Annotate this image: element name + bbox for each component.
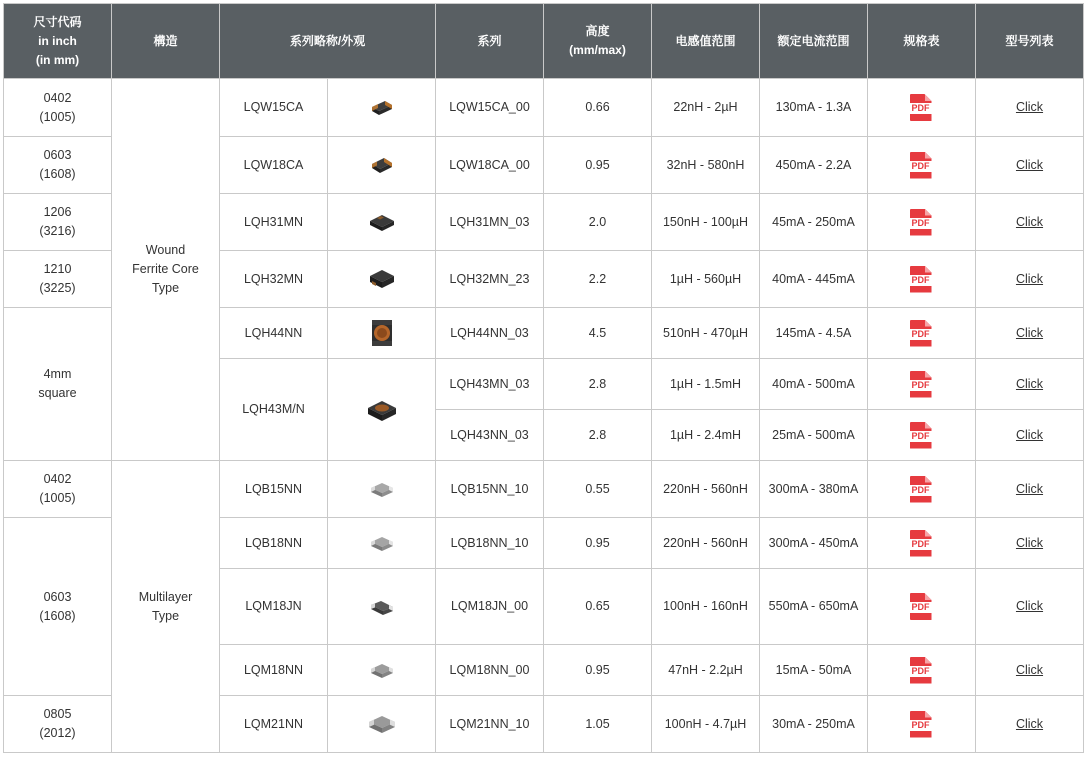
current-cell: 15mA - 50mA [760,645,868,696]
click-link[interactable]: Click [1015,376,1044,391]
series-name-cell: LQW18CA [220,137,328,194]
lqm18nn-chip-image [368,659,396,681]
pdf-icon[interactable]: PDF [910,711,934,738]
datasheet-cell [868,518,976,569]
height-cell: 0.65 [544,569,652,645]
model-list-cell [976,410,1084,461]
size-cell: 1210 (3225) [4,251,112,308]
appearance-cell [328,569,436,645]
table-row [4,461,1084,518]
lqb15nn-chip-image [368,478,396,500]
pdf-icon[interactable]: PDF [910,371,934,398]
series-cell: LQB18NN_10 [436,518,544,569]
current-cell: 130mA - 1.3A [760,79,868,137]
model-list-cell [976,461,1084,518]
click-link[interactable]: Click [1015,599,1044,613]
height-cell: 2.8 [544,410,652,461]
lqh32mn-chip-image [368,266,396,292]
datasheet-cell [868,645,976,696]
series-cell: LQH43MN_03 [436,359,544,410]
datasheet-cell [868,359,976,410]
click-link[interactable]: Click [1015,535,1044,550]
series-name-cell: LQB15NN [220,461,328,518]
pdf-icon[interactable]: PDF [910,657,934,684]
size-cell: 0402 (1005) [4,79,112,137]
model-list-cell [976,518,1084,569]
header-structure: 構造 [112,4,220,79]
height-cell: 0.66 [544,79,652,137]
appearance-cell [328,645,436,696]
appearance-cell [328,461,436,518]
pdf-icon[interactable]: PDF [910,94,934,121]
datasheet-cell [868,194,976,251]
series-name-cell: LQH32MN [220,251,328,308]
height-cell: 2.2 [544,251,652,308]
height-cell: 0.55 [544,461,652,518]
size-cell: 0603 (1608) [4,137,112,194]
appearance-cell [328,137,436,194]
header-height: 高度 (mm/max) [544,4,652,79]
pdf-icon[interactable]: PDF [910,320,934,347]
pdf-icon[interactable]: PDF [910,209,934,236]
datasheet-cell [868,137,976,194]
current-cell: 450mA - 2.2A [760,137,868,194]
series-cell: LQW15CA_00 [436,79,544,137]
table-row [4,79,1084,137]
series-cell: LQM21NN_10 [436,696,544,753]
model-list-cell [976,251,1084,308]
datasheet-cell [868,308,976,359]
structure-cell: Multilayer Type [112,461,220,753]
datasheet-cell [868,79,976,137]
click-link[interactable]: Click [1015,100,1044,114]
series-cell: LQM18NN_00 [436,645,544,696]
model-list-cell [976,359,1084,410]
current-cell: 550mA - 650mA [760,569,868,645]
appearance-cell [328,696,436,753]
height-cell: 2.8 [544,359,652,410]
inductance-cell: 47nH - 2.2µH [652,645,760,696]
structure-cell: Wound Ferrite Core Type [112,79,220,461]
appearance-cell [328,194,436,251]
model-list-cell [976,137,1084,194]
header-model-list: 型号列表 [976,4,1084,79]
inductance-cell: 220nH - 560nH [652,461,760,518]
height-cell: 0.95 [544,137,652,194]
series-name-cell: LQH44NN [220,308,328,359]
lqb18nn-chip-image [368,532,396,554]
lqm18jn-chip-image [368,596,396,618]
inductance-cell: 100nH - 4.7µH [652,696,760,753]
series-cell: LQB15NN_10 [436,461,544,518]
model-list-cell [976,569,1084,645]
datasheet-cell [868,696,976,753]
click-link[interactable]: Click [1015,271,1044,286]
series-name-cell: LQH31MN [220,194,328,251]
datasheet-cell [868,569,976,645]
appearance-cell [328,518,436,569]
series-name-cell: LQW15CA [220,79,328,137]
series-name-cell: LQM18NN [220,645,328,696]
inductance-cell: 100nH - 160nH [652,569,760,645]
height-cell: 1.05 [544,696,652,753]
inductance-cell: 1µH - 1.5mH [652,359,760,410]
series-name-cell: LQB18NN [220,518,328,569]
appearance-cell [328,308,436,359]
series-cell: LQH31MN_03 [436,194,544,251]
header-row [4,4,1084,79]
lqh43mn-chip-image [365,395,399,425]
inductance-cell: 150nH - 100µH [652,194,760,251]
inductance-cell: 220nH - 560nH [652,518,760,569]
model-list-cell [976,308,1084,359]
model-list-cell [976,645,1084,696]
size-cell: 0402 (1005) [4,461,112,518]
pdf-icon[interactable]: PDF [910,593,934,620]
click-link[interactable]: Click [1015,662,1044,677]
current-cell: 30mA - 250mA [760,696,868,753]
series-cell: LQW18CA_00 [436,137,544,194]
height-cell: 2.0 [544,194,652,251]
current-cell: 40mA - 445mA [760,251,868,308]
pdf-icon[interactable]: PDF [910,422,934,449]
series-cell: LQH32MN_23 [436,251,544,308]
header-series-name: 系列略称/外观 [220,4,436,79]
header-series: 系列 [436,4,544,79]
height-cell: 0.95 [544,518,652,569]
click-link[interactable]: Click [1015,214,1044,229]
click-link[interactable]: Click [1015,157,1044,172]
lqm21nn-chip-image [366,711,398,737]
model-list-cell [976,696,1084,753]
lqh44nn-chip-image [369,317,395,349]
pdf-icon[interactable]: PDF [910,152,934,179]
size-cell: 0805 (2012) [4,696,112,753]
inductance-cell: 32nH - 580nH [652,137,760,194]
header-datasheet: 规格表 [868,4,976,79]
inductor-spec-table [3,3,1084,753]
series-name-cell: LQH43M/N [220,359,328,461]
model-list-cell [976,194,1084,251]
datasheet-cell [868,461,976,518]
height-cell: 0.95 [544,645,652,696]
click-link[interactable]: Click [1015,481,1044,496]
lqw18ca-chip-image [369,154,395,176]
current-cell: 45mA - 250mA [760,194,868,251]
series-cell: LQM18JN_00 [436,569,544,645]
size-cell: 1206 (3216) [4,194,112,251]
model-list-cell [976,79,1084,137]
appearance-cell [328,251,436,308]
inductance-cell: 22nH - 2µH [652,79,760,137]
header-inductance: 电感值范围 [652,4,760,79]
series-cell: LQH43NN_03 [436,410,544,461]
current-cell: 300mA - 450mA [760,518,868,569]
appearance-cell [328,359,436,461]
header-size: 尺寸代码 in inch (in mm) [4,4,112,79]
click-link[interactable]: Click [1015,427,1044,442]
pdf-icon[interactable]: PDF [910,266,934,293]
header-current: 额定电流范围 [760,4,868,79]
appearance-cell [328,79,436,137]
pdf-icon[interactable]: PDF [910,530,934,557]
click-link[interactable]: Click [1015,325,1044,340]
size-cell: 0603 (1608) [4,518,112,696]
current-cell: 300mA - 380mA [760,461,868,518]
datasheet-cell [868,251,976,308]
height-cell: 4.5 [544,308,652,359]
current-cell: 40mA - 500mA [760,359,868,410]
datasheet-cell [868,410,976,461]
click-link[interactable]: Click [1015,716,1044,731]
inductance-cell: 1µH - 2.4mH [652,410,760,461]
series-name-cell: LQM21NN [220,696,328,753]
current-cell: 145mA - 4.5A [760,308,868,359]
size-cell: 4mm square [4,308,112,461]
series-cell: LQH44NN_03 [436,308,544,359]
inductance-cell: 510nH - 470µH [652,308,760,359]
current-cell: 25mA - 500mA [760,410,868,461]
lqw15ca-chip-image [369,97,395,119]
inductance-cell: 1µH - 560µH [652,251,760,308]
series-name-cell: LQM18JN [220,569,328,645]
pdf-icon[interactable]: PDF [910,476,934,503]
lqh31mn-chip-image [368,210,396,234]
